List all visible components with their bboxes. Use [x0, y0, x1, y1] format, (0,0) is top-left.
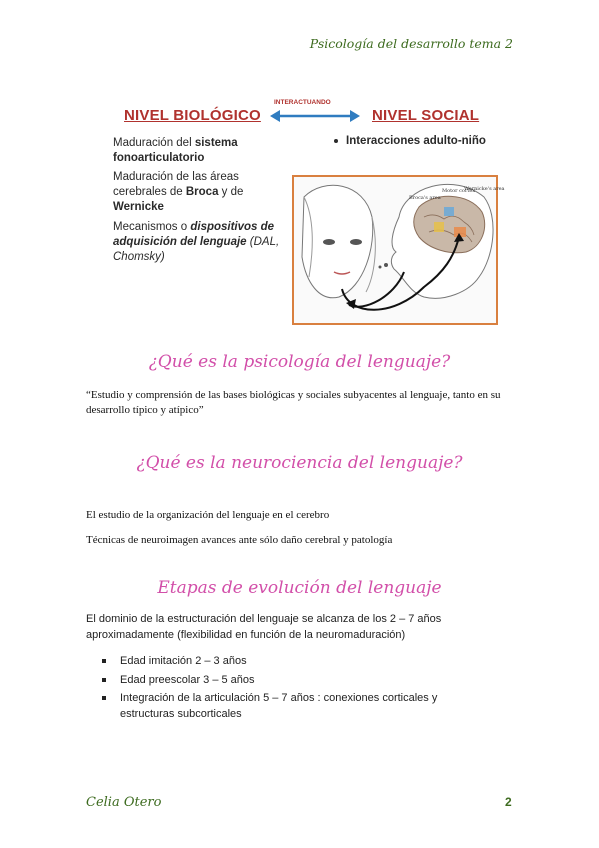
- section-text-psicologia: “Estudio y comprensión de las bases biológicas y sociales subyacentes al lenguaje, tanto en su desarrollo típico y atípico”: [86, 389, 501, 416]
- wernickes-area-label: Wernicke's area: [464, 186, 505, 192]
- section-heading-psicologia: ¿Qué es la psicología del lenguaje?: [148, 352, 451, 372]
- list-item: Edad preescolar 3 – 5 años: [100, 673, 490, 689]
- brain-illustration: [292, 175, 505, 325]
- nivel-biologico-title: NIVEL BIOLÓGICO: [124, 107, 261, 124]
- brocas-area-label: Broca's area: [409, 195, 441, 201]
- square-bullet-icon: [102, 696, 106, 700]
- square-bullet-icon: [102, 659, 106, 663]
- bio-item-2: Maduración de las áreas cerebrales de Broca y de Wernicke: [113, 171, 244, 213]
- social-item: Interacciones adulto-niño: [334, 135, 486, 147]
- nivel-social-title: NIVEL SOCIAL: [372, 107, 480, 124]
- child-adult-brain-icon: [294, 177, 505, 323]
- neuro-line-2: Técnicas de neuroimagen avances ante sólo daño cerebral y patología: [86, 534, 393, 546]
- bio-item-1: Maduración del sistema fonoarticulatorio: [113, 137, 238, 164]
- etapas-list: [100, 654, 490, 725]
- motor-cortex-label: Motor cortex: [442, 188, 476, 194]
- interact-label: INTERACTUANDO: [274, 99, 331, 106]
- bullet-icon: [334, 139, 338, 143]
- etapas-intro: El dominio de la estructuración del lenguaje se alcanza de los 2 – 7 años aproximadamente (flexibilidad en función de la neuromaduración): [86, 613, 442, 641]
- list-item: Integración de la articulación 5 – 7 años : conexiones corticales y estructuras subcorticales: [100, 691, 490, 722]
- page-number: 2: [505, 795, 512, 809]
- double-arrow-icon: [268, 108, 362, 124]
- header-title: Psicología del desarrollo tema 2: [309, 36, 513, 51]
- list-item: Edad imitación 2 – 3 años: [100, 654, 490, 670]
- section-heading-etapas: Etapas de evolución del lenguaje: [157, 578, 442, 598]
- footer-author: Celia Otero: [86, 795, 162, 810]
- square-bullet-icon: [102, 678, 106, 682]
- section-heading-neurociencia: ¿Qué es la neurociencia del lenguaje?: [136, 453, 463, 473]
- bio-item-3: Mecanismos o dispositivos de adquisición del lenguaje (DAL, Chomsky): [113, 221, 280, 263]
- neuro-line-1: El estudio de la organización del lenguaje en el cerebro: [86, 509, 330, 521]
